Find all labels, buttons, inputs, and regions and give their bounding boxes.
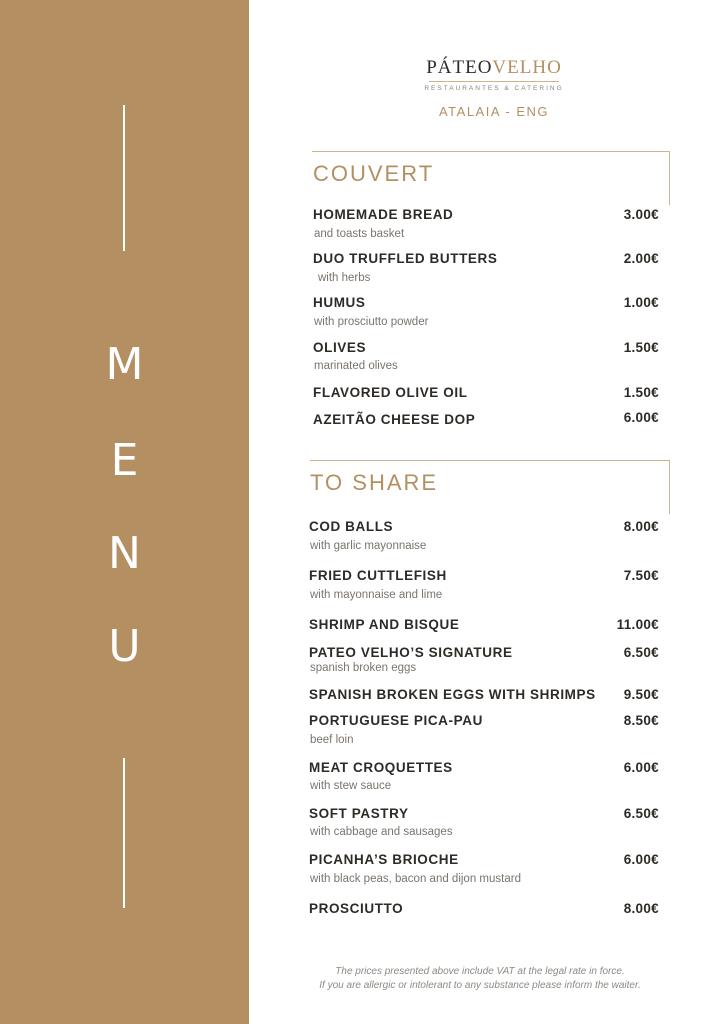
item-name: HOMEMADE BREAD [313, 207, 454, 222]
brand-name-part2: VELHO [492, 57, 562, 78]
location-label: ATALAIA - ENG [438, 104, 550, 119]
brand-subtitle: RESTAURANTES & CATERING [424, 85, 564, 92]
item-name: SHRIMP AND BISQUE [309, 617, 460, 632]
item-name: FRIED CUTTLEFISH [309, 568, 447, 583]
brand-divider [429, 81, 559, 82]
item-name: PORTUGUESE PICA-PAU [309, 713, 483, 728]
item-price: 8.00€ [623, 519, 659, 534]
item-name: FLAVORED OLIVE OIL [313, 385, 468, 400]
brand-name [380, 57, 608, 79]
item-description: with mayonnaise and lime [310, 589, 443, 601]
item-name: OLIVES [313, 340, 367, 355]
item-price: 1.50€ [623, 385, 659, 400]
item-price: 11.00€ [616, 617, 659, 632]
section-frame-side-couvert [669, 151, 670, 205]
footer-vat-note: The prices presented above include VAT at the legal rate in force. [335, 966, 625, 977]
item-name: PATEO VELHO’S SIGNATURE [309, 645, 513, 660]
item-name: COD BALLS [309, 519, 394, 534]
item-name: HUMUS [313, 295, 366, 310]
item-price: 9.50€ [623, 687, 659, 702]
item-name: AZEITÃO CHEESE DOP [313, 412, 476, 427]
section-frame-top-couvert [312, 151, 670, 152]
item-description: and toasts basket [314, 228, 405, 240]
item-price: 8.50€ [623, 713, 659, 728]
item-price: 8.00€ [623, 901, 659, 916]
item-price: 6.00€ [623, 760, 659, 775]
item-price: 6.00€ [623, 410, 659, 425]
menu-letter-m: M [105, 339, 144, 390]
menu-letter-e: E [110, 435, 139, 486]
item-description: with herbs [318, 272, 371, 284]
item-price: 2.00€ [623, 251, 659, 266]
item-price: 6.50€ [623, 806, 659, 821]
item-description: beef loin [310, 734, 354, 746]
footer-allergy-note: If you are allergic or intolerant to any substance please inform the waiter. [319, 980, 641, 991]
item-price: 1.00€ [623, 295, 659, 310]
decorative-line-bottom [123, 758, 125, 908]
item-name: SOFT PASTRY [309, 806, 409, 821]
item-description: with black peas, bacon and dijon mustard [310, 873, 521, 885]
decorative-line-top [123, 105, 125, 251]
section-frame-side-to-share [669, 460, 670, 514]
brand-name-part1: PÁTEO [426, 57, 493, 78]
item-description: spanish broken eggs [310, 662, 417, 674]
item-name: PROSCIUTTO [309, 901, 404, 916]
item-price: 7.50€ [623, 568, 659, 583]
item-price: 6.50€ [623, 645, 659, 660]
menu-sidebar [0, 0, 249, 1024]
item-price: 6.00€ [623, 852, 659, 867]
item-description: marinated olives [314, 360, 398, 372]
item-name: DUO TRUFFLED BUTTERS [313, 251, 498, 266]
section-title-to-share: TO SHARE [310, 470, 439, 495]
menu-letter-u: U [108, 621, 141, 672]
item-price: 3.00€ [623, 207, 659, 222]
item-description: with cabbage and sausages [310, 826, 453, 838]
item-price: 1.50€ [623, 340, 659, 355]
item-name: MEAT CROQUETTES [309, 760, 453, 775]
brand-logo [380, 57, 608, 92]
menu-letter-n: N [108, 528, 141, 579]
item-name: SPANISH BROKEN EGGS WITH SHRIMPS [309, 687, 596, 702]
item-description: with garlic mayonnaise [310, 540, 427, 552]
item-name: PICANHA’S BRIOCHE [309, 852, 459, 867]
item-description: with prosciutto powder [314, 316, 429, 328]
section-frame-top-to-share [310, 460, 670, 461]
section-title-couvert: COUVERT [313, 161, 435, 186]
item-description: with stew sauce [310, 780, 392, 792]
